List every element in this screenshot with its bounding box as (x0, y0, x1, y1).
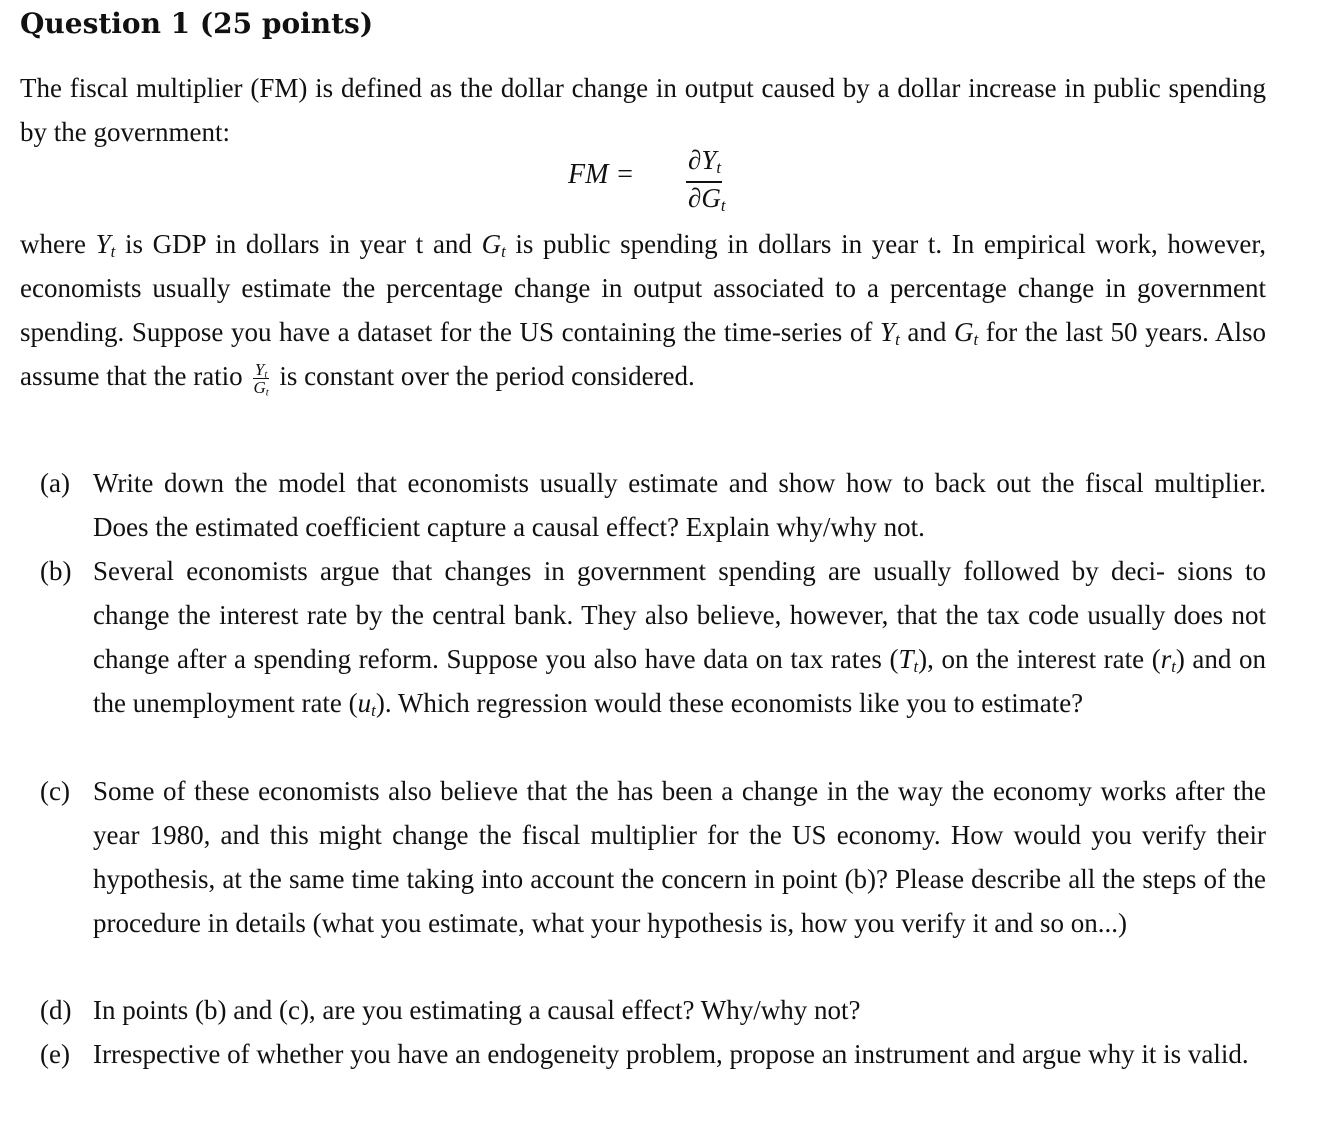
item-text: Write down the model that economists usually estimate and show how to back out the fiscal multiplier. Does the estimated coefficient capture a causal effect? Explain why/why not. (93, 468, 1266, 542)
question-title: Question 1 (25 points) (20, 7, 374, 40)
ratio-fraction: $\frac{Y_t}{G_t}$ (253, 360, 269, 399)
definition-paragraph: where $Y_t$ is GDP in dollars in year t and $G_t$ is public spending in dollars in year t. In empirical work, however, economists usually estimate the percentage change in output associated to a percentage change in government spending. Suppose you have a dataset for the US containing the time-series of $Y_t$ and $G_t$ for the last 50 years. Also assume that the ratio $\frac{Y_t}{G_t}$ is constant over the period considered. (20, 229, 1266, 399)
item-label: (e) (40, 1039, 70, 1069)
fiscal-multiplier-equation (0, 143, 1336, 219)
equation-lhs: FM = (568, 159, 635, 190)
item-text: Several economists argue that changes in government spending are usually followed by deci- sions to change the interest rate by the central bank. They also believe, however, that the tax code usually does not change after a spending reform. Suppose you also have data on tax rates $(T_t)$, on the interest rate $(r_t)$ and on the unemployment rate $(u_t)$. Which regression would these economists like you to estimate? (93, 556, 1266, 721)
item-text: Irrespective of whether you have an endogeneity problem, propose an instrument and argue why it is valid. (93, 1039, 1249, 1069)
item-text: Some of these economists also believe that the has been a change in the way the economy works after the year 1980, and this might change the fiscal multiplier for the US economy. How would you verify their hypothesis, at the same time taking into account the concern in point (b)? Please describe all the steps of the procedure in details (what you estimate, what your hypothesis is, how you verify it and so on...) (93, 776, 1266, 938)
intro-paragraph: The fiscal multiplier (FM) is defined as the dollar change in output caused by a dollar increase in public spending by the government: (20, 73, 1266, 147)
equation-numerator: $\partial Y_t$ (688, 145, 722, 178)
item-label: (c) (40, 776, 70, 806)
item-label: (b) (40, 556, 72, 586)
item-label: (d) (40, 995, 72, 1025)
equation-denominator: $\partial G_t$ (688, 183, 726, 216)
item-label: (a) (40, 468, 70, 498)
item-text: In points (b) and (c), are you estimating a causal effect? Why/why not? (93, 995, 861, 1025)
